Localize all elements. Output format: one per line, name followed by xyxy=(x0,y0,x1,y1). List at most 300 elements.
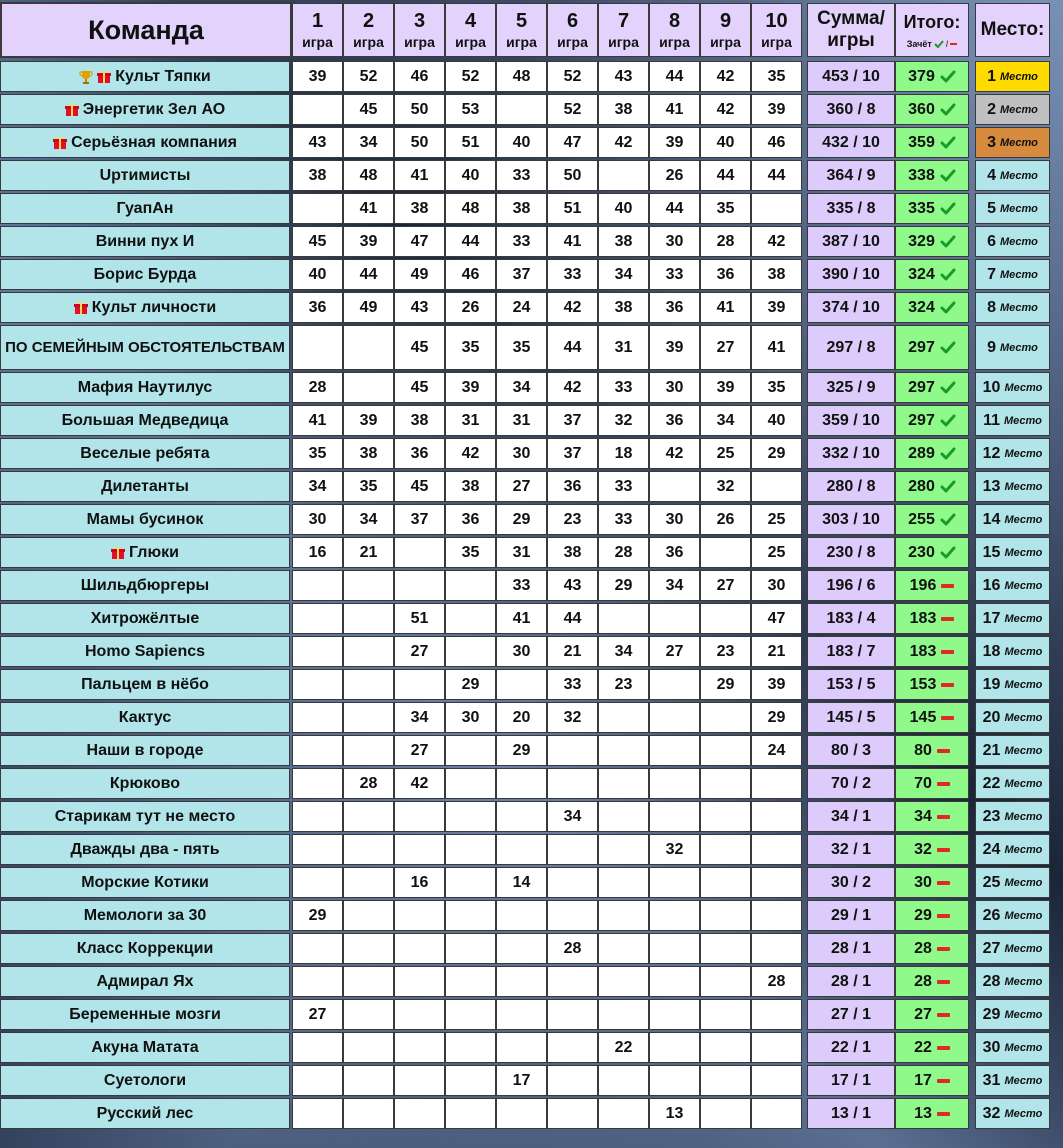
score-cell-game-2: 49 xyxy=(343,292,394,323)
score-cell-game-3 xyxy=(394,1032,445,1063)
team-name-cell xyxy=(0,768,290,799)
score-cell-game-8 xyxy=(649,900,700,931)
score-cell-game-7 xyxy=(598,867,649,898)
place-number: 30 xyxy=(982,1038,1001,1056)
total-cell xyxy=(895,226,969,257)
sum-cell: 387 / 10 xyxy=(807,226,895,257)
team-name: Мамы бусинок xyxy=(86,510,204,528)
score-cell-game-4 xyxy=(445,999,496,1030)
total-value: 230 xyxy=(908,543,935,561)
score-cell-game-8 xyxy=(649,966,700,997)
score-cell-game-9: 32 xyxy=(700,471,751,502)
total-cell xyxy=(895,801,969,832)
header-game-10 xyxy=(751,3,802,57)
score-cell-game-2: 28 xyxy=(343,768,394,799)
team-name: Беременные мозги xyxy=(69,1005,221,1023)
score-cell-game-9: 44 xyxy=(700,160,751,191)
team-name-cell xyxy=(0,193,290,224)
total-value: 32 xyxy=(914,840,932,858)
score-cell-game-10: 46 xyxy=(751,127,802,158)
total-value: 13 xyxy=(914,1104,932,1122)
place-number: 6 xyxy=(987,232,996,250)
score-cell-game-7 xyxy=(598,603,649,634)
game-number: 8 xyxy=(668,9,681,32)
place-cell xyxy=(975,669,1050,700)
team-name-cell xyxy=(0,834,290,865)
team-name: Русский лес xyxy=(96,1104,194,1122)
score-cell-game-9 xyxy=(700,1098,751,1129)
total-value: 338 xyxy=(908,166,935,184)
score-cell-game-1: 27 xyxy=(292,999,343,1030)
score-cell-game-6 xyxy=(547,1065,598,1096)
game-number: 7 xyxy=(617,9,630,32)
place-number: 9 xyxy=(987,338,996,356)
game-number: 2 xyxy=(362,9,375,32)
score-cell-game-2 xyxy=(343,801,394,832)
place-number: 22 xyxy=(982,774,1001,792)
total-value: 22 xyxy=(914,1038,932,1056)
total-cell xyxy=(895,702,969,733)
team-name: Большая Медведица xyxy=(61,411,229,429)
score-cell-game-10: 24 xyxy=(751,735,802,766)
total-cell xyxy=(895,636,969,667)
score-cell-game-4: 46 xyxy=(445,259,496,290)
score-cell-game-1 xyxy=(292,735,343,766)
place-number: 10 xyxy=(982,378,1001,396)
place-label: Место xyxy=(1004,447,1043,460)
place-number: 26 xyxy=(982,906,1001,924)
score-cell-game-10: 25 xyxy=(751,537,802,568)
score-cell-game-8: 44 xyxy=(649,193,700,224)
place-label: Место xyxy=(1000,169,1038,182)
total-cell xyxy=(895,669,969,700)
score-cell-game-4: 51 xyxy=(445,127,496,158)
score-cell-game-1: 38 xyxy=(292,160,343,191)
score-cell-game-10 xyxy=(751,834,802,865)
score-cell-game-1 xyxy=(292,603,343,634)
team-name-cell xyxy=(0,1065,290,1096)
place-label: Место xyxy=(1004,612,1043,625)
score-cell-game-1: 29 xyxy=(292,900,343,931)
team-name: Старикам тут не место xyxy=(54,807,236,825)
team-name: Кактус xyxy=(118,708,172,726)
score-cell-game-4: 40 xyxy=(445,160,496,191)
score-cell-game-7 xyxy=(598,933,649,964)
score-cell-game-5: 38 xyxy=(496,193,547,224)
score-cell-game-5: 35 xyxy=(496,325,547,370)
score-cell-game-2 xyxy=(343,372,394,403)
score-cell-game-6 xyxy=(547,834,598,865)
score-cell-game-9 xyxy=(700,834,751,865)
score-cell-game-5 xyxy=(496,933,547,964)
game-label: игра xyxy=(761,33,792,50)
score-cell-game-1 xyxy=(292,636,343,667)
team-name: Адмирал Ях xyxy=(96,972,194,990)
trophy-icon xyxy=(79,70,93,84)
score-cell-game-8: 26 xyxy=(649,160,700,191)
check-icon xyxy=(940,513,956,526)
score-cell-game-6: 21 xyxy=(547,636,598,667)
place-label: Место xyxy=(1004,414,1042,427)
score-cell-game-5: 20 xyxy=(496,702,547,733)
score-cell-game-2 xyxy=(343,636,394,667)
score-cell-game-7: 32 xyxy=(598,405,649,436)
score-cell-game-5 xyxy=(496,1098,547,1129)
sum-cell: 325 / 9 xyxy=(807,372,895,403)
score-cell-game-5: 37 xyxy=(496,259,547,290)
dash-icon xyxy=(941,617,954,621)
sum-cell: 303 / 10 xyxy=(807,504,895,535)
place-cell xyxy=(975,292,1050,323)
score-cell-game-6: 41 xyxy=(547,226,598,257)
score-cell-game-10: 44 xyxy=(751,160,802,191)
score-cell-game-8 xyxy=(649,1032,700,1063)
header-game-5 xyxy=(496,3,547,57)
score-cell-game-9 xyxy=(700,603,751,634)
score-cell-game-9 xyxy=(700,900,751,931)
total-value: 324 xyxy=(908,298,935,316)
score-cell-game-9 xyxy=(700,999,751,1030)
header-game-7 xyxy=(598,3,649,57)
place-label: Место xyxy=(1000,268,1038,281)
game-label: игра xyxy=(404,33,435,50)
team-name-cell xyxy=(0,537,290,568)
place-number: 15 xyxy=(982,543,1001,561)
score-cell-game-7 xyxy=(598,1098,649,1129)
score-cell-game-10 xyxy=(751,867,802,898)
sum-cell: 153 / 5 xyxy=(807,669,895,700)
place-label: Место xyxy=(1004,546,1043,559)
total-value: 183 xyxy=(909,609,937,627)
team-name: ГуапАн xyxy=(116,199,174,217)
score-cell-game-9 xyxy=(700,801,751,832)
place-number: 1 xyxy=(987,67,996,85)
game-label: игра xyxy=(455,33,486,50)
score-cell-game-8: 36 xyxy=(649,405,700,436)
total-cell xyxy=(895,325,969,370)
dash-icon xyxy=(937,947,950,951)
score-cell-game-4: 26 xyxy=(445,292,496,323)
score-cell-game-2 xyxy=(343,669,394,700)
place-number: 23 xyxy=(982,807,1001,825)
score-cell-game-9: 35 xyxy=(700,193,751,224)
total-value: 153 xyxy=(909,675,937,693)
place-cell xyxy=(975,160,1050,191)
score-cell-game-6: 37 xyxy=(547,438,598,469)
place-cell xyxy=(975,768,1050,799)
sum-cell: 360 / 8 xyxy=(807,94,895,125)
total-value: 30 xyxy=(914,873,932,891)
score-cell-game-3 xyxy=(394,1098,445,1129)
place-cell xyxy=(975,570,1050,601)
game-number: 9 xyxy=(719,9,732,32)
place-label: Место xyxy=(1004,744,1043,757)
score-cell-game-1 xyxy=(292,570,343,601)
score-cell-game-1 xyxy=(292,933,343,964)
score-cell-game-6 xyxy=(547,1032,598,1063)
total-cell xyxy=(895,1032,969,1063)
total-cell xyxy=(895,259,969,290)
total-cell xyxy=(895,504,969,535)
score-cell-game-9 xyxy=(700,966,751,997)
dash-icon xyxy=(937,815,950,819)
score-cell-game-2 xyxy=(343,735,394,766)
place-cell xyxy=(975,405,1050,436)
score-cell-game-8 xyxy=(649,768,700,799)
place-number: 28 xyxy=(982,972,1001,990)
score-cell-game-7 xyxy=(598,999,649,1030)
score-cell-game-9 xyxy=(700,768,751,799)
team-name-cell xyxy=(0,867,290,898)
score-cell-game-1: 45 xyxy=(292,226,343,257)
check-icon xyxy=(940,169,956,182)
place-cell xyxy=(975,438,1050,469)
score-cell-game-9 xyxy=(700,702,751,733)
score-cell-game-8: 13 xyxy=(649,1098,700,1129)
total-cell xyxy=(895,933,969,964)
score-cell-game-6: 37 xyxy=(547,405,598,436)
place-label: Место xyxy=(1004,942,1043,955)
team-name: Акуна Матата xyxy=(91,1038,199,1056)
score-cell-game-1: 41 xyxy=(292,405,343,436)
score-cell-game-9: 42 xyxy=(700,94,751,125)
game-number: 4 xyxy=(464,9,477,32)
score-cell-game-10 xyxy=(751,768,802,799)
score-cell-game-8 xyxy=(649,999,700,1030)
team-name-cell xyxy=(0,259,290,290)
score-cell-game-3: 50 xyxy=(394,127,445,158)
score-cell-game-6: 43 xyxy=(547,570,598,601)
score-cell-game-6 xyxy=(547,1098,598,1129)
place-label: Место xyxy=(1000,136,1038,149)
team-name: Веселые ребята xyxy=(80,444,210,462)
sum-cell: 32 / 1 xyxy=(807,834,895,865)
score-cell-game-6 xyxy=(547,768,598,799)
game-label: игра xyxy=(506,33,537,50)
score-cell-game-5 xyxy=(496,94,547,125)
sum-cell: 432 / 10 xyxy=(807,127,895,158)
score-cell-game-10 xyxy=(751,999,802,1030)
score-cell-game-7 xyxy=(598,160,649,191)
score-cell-game-3: 36 xyxy=(394,438,445,469)
place-number: 11 xyxy=(983,411,1001,429)
score-cell-game-9 xyxy=(700,1032,751,1063)
score-cell-game-7 xyxy=(598,834,649,865)
header-sum-line1: Сумма/ xyxy=(817,8,885,30)
score-cell-game-10: 40 xyxy=(751,405,802,436)
total-value: 80 xyxy=(914,741,932,759)
score-cell-game-3 xyxy=(394,570,445,601)
score-cell-game-4 xyxy=(445,570,496,601)
score-cell-game-1 xyxy=(292,966,343,997)
score-cell-game-5: 17 xyxy=(496,1065,547,1096)
place-cell xyxy=(975,94,1050,125)
score-cell-game-6 xyxy=(547,966,598,997)
check-icon xyxy=(940,70,956,83)
place-label: Место xyxy=(1004,579,1043,592)
score-cell-game-4: 52 xyxy=(445,61,496,92)
place-label: Место xyxy=(1004,480,1043,493)
sum-cell: 364 / 9 xyxy=(807,160,895,191)
score-cell-game-6 xyxy=(547,735,598,766)
score-cell-game-3: 27 xyxy=(394,636,445,667)
team-name-cell xyxy=(0,471,290,502)
score-cell-game-8: 42 xyxy=(649,438,700,469)
score-cell-game-6: 47 xyxy=(547,127,598,158)
score-cell-game-9: 41 xyxy=(700,292,751,323)
score-cell-game-5: 40 xyxy=(496,127,547,158)
score-cell-game-8: 33 xyxy=(649,259,700,290)
score-cell-game-6 xyxy=(547,999,598,1030)
score-cell-game-2: 39 xyxy=(343,226,394,257)
total-value: 297 xyxy=(908,338,935,356)
score-cell-game-2: 38 xyxy=(343,438,394,469)
place-number: 25 xyxy=(982,873,1001,891)
dash-icon xyxy=(937,1112,950,1116)
score-cell-game-6 xyxy=(547,900,598,931)
score-cell-game-8 xyxy=(649,471,700,502)
header-total-sub-text: Зачёт xyxy=(906,38,932,49)
team-name-cell xyxy=(0,1032,290,1063)
total-cell xyxy=(895,61,969,92)
score-cell-game-7 xyxy=(598,768,649,799)
score-cell-game-6: 32 xyxy=(547,702,598,733)
score-cell-game-5 xyxy=(496,1032,547,1063)
score-cell-game-8 xyxy=(649,735,700,766)
score-cell-game-4: 31 xyxy=(445,405,496,436)
total-value: 324 xyxy=(908,265,935,283)
sum-cell: 297 / 8 xyxy=(807,325,895,370)
check-icon xyxy=(940,546,956,559)
place-number: 13 xyxy=(982,477,1001,495)
score-cell-game-5: 34 xyxy=(496,372,547,403)
place-label: Место xyxy=(1004,876,1043,889)
place-label: Место xyxy=(1004,843,1043,856)
team-name-cell xyxy=(0,372,290,403)
score-cell-game-2: 44 xyxy=(343,259,394,290)
team-name: Суетологи xyxy=(103,1071,187,1089)
place-number: 19 xyxy=(982,675,1001,693)
total-value: 145 xyxy=(909,708,937,726)
total-cell xyxy=(895,999,969,1030)
header-game-8 xyxy=(649,3,700,57)
score-cell-game-10 xyxy=(751,933,802,964)
score-cell-game-1 xyxy=(292,801,343,832)
dash-icon xyxy=(941,683,954,687)
sum-cell: 27 / 1 xyxy=(807,999,895,1030)
score-cell-game-4 xyxy=(445,933,496,964)
gift-icon xyxy=(97,70,111,83)
score-cell-game-2: 34 xyxy=(343,127,394,158)
score-cell-game-4: 36 xyxy=(445,504,496,535)
team-name: Хитрожёлтые xyxy=(90,609,200,627)
team-name-cell xyxy=(0,999,290,1030)
score-cell-game-10 xyxy=(751,1065,802,1096)
score-cell-game-9 xyxy=(700,537,751,568)
score-cell-game-4: 48 xyxy=(445,193,496,224)
score-cell-game-5: 31 xyxy=(496,537,547,568)
game-label: игра xyxy=(710,33,741,50)
total-value: 17 xyxy=(914,1071,932,1089)
score-cell-game-9 xyxy=(700,1065,751,1096)
total-cell xyxy=(895,834,969,865)
place-cell xyxy=(975,127,1050,158)
header-place: Место: xyxy=(975,3,1050,57)
score-cell-game-7: 29 xyxy=(598,570,649,601)
score-cell-game-10: 35 xyxy=(751,61,802,92)
team-name-cell xyxy=(0,1098,290,1129)
score-cell-game-7: 18 xyxy=(598,438,649,469)
score-cell-game-3: 50 xyxy=(394,94,445,125)
score-cell-game-7 xyxy=(598,702,649,733)
score-cell-game-2 xyxy=(343,570,394,601)
score-cell-game-1: 34 xyxy=(292,471,343,502)
score-cell-game-7: 34 xyxy=(598,259,649,290)
score-cell-game-9: 40 xyxy=(700,127,751,158)
score-cell-game-5 xyxy=(496,900,547,931)
score-cell-game-1 xyxy=(292,193,343,224)
check-icon xyxy=(940,268,956,281)
place-number: 17 xyxy=(982,609,1001,627)
place-number: 24 xyxy=(982,840,1001,858)
score-cell-game-2 xyxy=(343,900,394,931)
place-cell xyxy=(975,867,1050,898)
score-cell-game-9: 26 xyxy=(700,504,751,535)
dash-icon xyxy=(937,848,950,852)
score-cell-game-5 xyxy=(496,669,547,700)
team-name-cell xyxy=(0,702,290,733)
score-cell-game-10: 25 xyxy=(751,504,802,535)
score-cell-game-5: 29 xyxy=(496,735,547,766)
game-label: игра xyxy=(557,33,588,50)
score-cell-game-3: 38 xyxy=(394,193,445,224)
score-cell-game-10: 21 xyxy=(751,636,802,667)
score-cell-game-5: 30 xyxy=(496,438,547,469)
score-cell-game-10 xyxy=(751,1032,802,1063)
sum-cell: 22 / 1 xyxy=(807,1032,895,1063)
score-cell-game-3: 38 xyxy=(394,405,445,436)
place-cell xyxy=(975,537,1050,568)
score-cell-game-6: 34 xyxy=(547,801,598,832)
place-label: Место xyxy=(1004,645,1043,658)
score-cell-game-7 xyxy=(598,966,649,997)
team-name-cell xyxy=(0,735,290,766)
score-cell-game-4 xyxy=(445,834,496,865)
dash-icon xyxy=(941,716,954,720)
score-cell-game-2 xyxy=(343,325,394,370)
score-cell-game-2 xyxy=(343,834,394,865)
check-icon xyxy=(940,381,956,394)
total-cell xyxy=(895,372,969,403)
team-name-cell xyxy=(0,900,290,931)
score-cell-game-9 xyxy=(700,735,751,766)
team-name: Homo Sapiencs xyxy=(84,642,206,660)
score-cell-game-4 xyxy=(445,867,496,898)
score-cell-game-6: 44 xyxy=(547,325,598,370)
score-cell-game-6: 38 xyxy=(547,537,598,568)
total-cell xyxy=(895,127,969,158)
score-cell-game-5: 27 xyxy=(496,471,547,502)
place-label: Место xyxy=(1000,202,1038,215)
total-cell xyxy=(895,768,969,799)
total-value: 359 xyxy=(908,133,935,151)
score-cell-game-1 xyxy=(292,768,343,799)
dash-icon xyxy=(937,980,950,984)
check-icon xyxy=(940,301,956,314)
dash-icon xyxy=(937,881,950,885)
total-value: 289 xyxy=(908,444,935,462)
team-name-cell xyxy=(0,160,290,191)
